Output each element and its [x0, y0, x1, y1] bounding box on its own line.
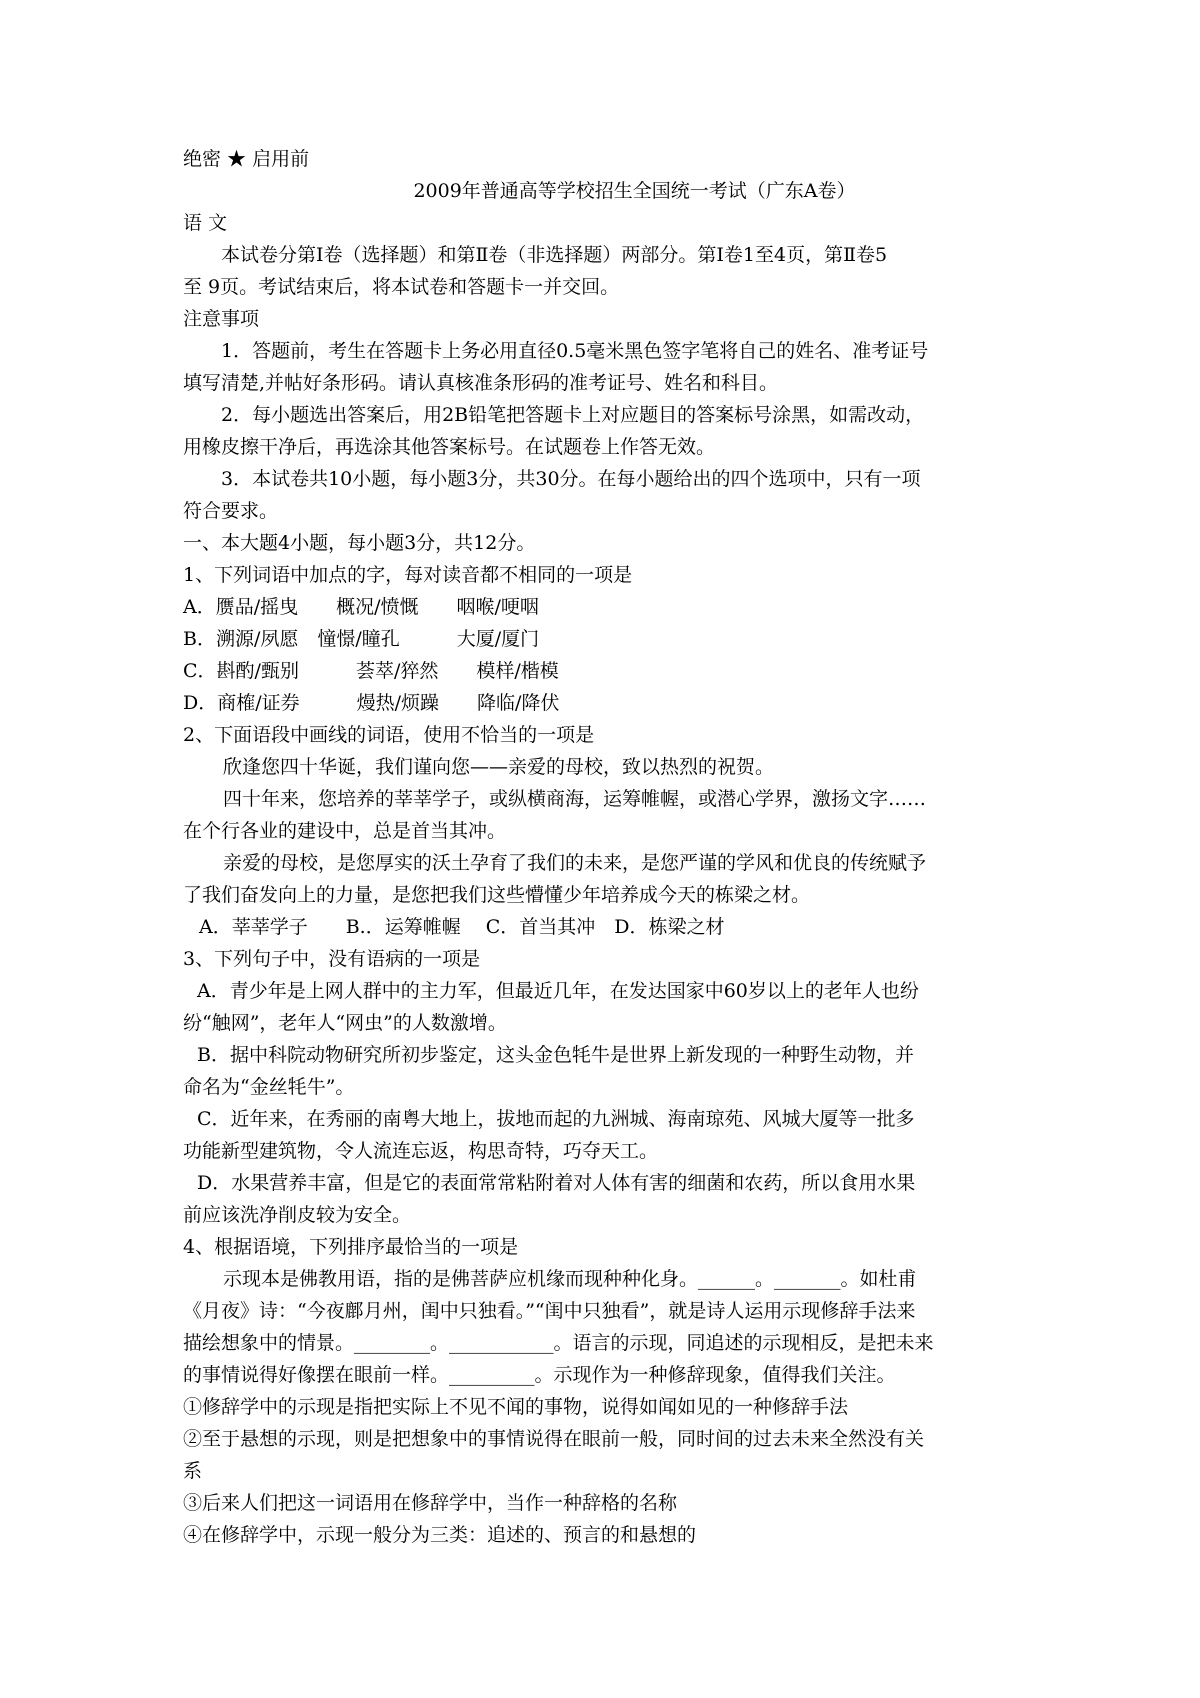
question-3-option-a-line-2: 纷“触网”，老年人“网虫”的人数激增。 — [183, 1012, 507, 1034]
notice-item-3-line-1: 3．本试卷共10小题，每小题3分，共30分。在每小题给出的四个选项中，只有一项 — [221, 468, 921, 490]
question-4-sentence-1: ①修辞学中的示现是指把实际上不见不闻的事物，说得如闻如见的一种修辞手法 — [183, 1396, 849, 1418]
document-body — [183, 143, 1026, 1551]
question-3-option-b-line-2: 命名为“金丝牦牛”。 — [183, 1076, 355, 1098]
question-3-option-c-line-1: C．近年来，在秀丽的南粤大地上，拔地而起的九洲城、海南琼苑、风城大厦等一批多 — [197, 1108, 915, 1130]
notice-heading: 注意事项 — [183, 308, 260, 330]
question-2-paragraph-1: 欣逢您四十华诞，我们谨向您——亲爱的母校，致以热烈的祝贺。 — [223, 756, 775, 778]
question-3-option-b-line-1: B．据中科院动物研究所初步鉴定，这头金色牦牛是世界上新发现的一种野生动物，并 — [197, 1044, 914, 1066]
question-3-stem: 3、下列句子中，没有语病的一项是 — [183, 948, 481, 970]
question-4-sentence-2-line-2: 系 — [183, 1460, 203, 1482]
secret-level: 绝密 ★ 启用前 — [183, 148, 310, 170]
subject-label: 语 文 — [183, 212, 228, 234]
notice-item-2-line-2: 用橡皮擦干净后，再选涂其他答案标号。在试题卷上作答无效。 — [183, 436, 716, 458]
question-4-stem: 4、根据语境，下列排序最恰当的一项是 — [183, 1236, 519, 1258]
notice-item-1-line-2: 填写清楚,并帖好条形码。请认真核准条形码的准考证号、姓名和科目。 — [183, 372, 779, 394]
question-2-options: A．莘莘学子 B.．运筹帷幄 C．首当其冲 D．栋梁之材 — [199, 916, 725, 938]
question-3-option-c-line-2: 功能新型建筑物，令人流连忘返，构思奇特，巧夺天工。 — [183, 1140, 659, 1162]
question-4-sentence-4: ④在修辞学中，示现一般分为三类：追述的、预言的和悬想的 — [183, 1524, 697, 1546]
question-2-paragraph-2-line-1: 四十年来，您培养的莘莘学子，或纵横商海，运筹帷幄，或潜心学界，激扬文字…… — [223, 788, 927, 810]
question-3-option-a-line-1: A．青少年是上网人群中的主力军，但最近几年，在发达国家中60岁以上的老年人也纷 — [197, 980, 919, 1002]
question-1-option-b: B．溯源/夙愿 憧憬/瞳孔 大厦/厦门 — [183, 628, 540, 650]
question-4-passage-line-4: 的事情说得好像摆在眼前一样。_________。示现作为一种修辞现象，值得我们关注。 — [183, 1364, 896, 1386]
intro-line-2: 至 9页。考试结束后，将本试卷和答题卡一并交回。 — [183, 276, 620, 298]
question-1-stem: 1、下列词语中加点的字，每对读音都不相同的一项是 — [183, 564, 633, 586]
question-2-paragraph-2-line-2: 在个行各业的建设中，总是首当其冲。 — [183, 820, 507, 842]
question-4-passage-line-2: 《月夜》诗：“今夜鄜月州，闺中只独看。”“闺中只独看”，就是诗人运用示现修辞手法来 — [183, 1300, 916, 1322]
notice-item-3-line-2: 符合要求。 — [183, 500, 279, 522]
notice-item-2-line-1: 2．每小题选出答案后，用2B铅笔把答题卡上对应题目的答案标号涂黑，如需改动， — [221, 404, 925, 426]
exam-title: 2009年普通高等学校招生全国统一考试（广东A卷） — [413, 180, 856, 202]
intro-line-1: 本试卷分第Ⅰ卷（选择题）和第Ⅱ卷（非选择题）两部分。第Ⅰ卷1至4页，第Ⅱ卷5 — [221, 244, 888, 266]
question-4-sentence-2-line-1: ②至于悬想的示现，则是把想象中的事情说得在眼前一般，同时间的过去未来全然没有关 — [183, 1428, 925, 1450]
question-4-passage-line-3: 描绘想象中的情景。________。___________。语言的示现，同追述的示现相反，是把未来 — [183, 1332, 934, 1354]
section-1-heading: 一、本大题4小题，每小题3分，共12分。 — [183, 532, 536, 554]
question-1-option-a: A．赝品/摇曳 概况/愤慨 咽喉/哽咽 — [183, 596, 539, 618]
question-3-option-d-line-1: D．水果营养丰富，但是它的表面常常粘附着对人体有害的细菌和农药，所以食用水果 — [197, 1172, 916, 1194]
question-2-stem: 2、下面语段中画线的词语，使用不恰当的一项是 — [183, 724, 595, 746]
question-4-passage-line-1: 示现本是佛教用语，指的是佛菩萨应机缘而现种种化身。______。_______。如杜甫 — [223, 1268, 917, 1290]
question-1-option-d: D．商榷/证券 熳热/烦躁 降临/降伏 — [183, 692, 560, 714]
question-4-sentence-3: ③后来人们把这一词语用在修辞学中，当作一种辞格的名称 — [183, 1492, 678, 1514]
question-2-paragraph-3-line-2: 了我们奋发向上的力量，是您把我们这些懵懂少年培养成今天的栋梁之材。 — [183, 884, 811, 906]
question-1-option-c: C．斟酌/甄别 荟萃/猝然 模样/楷模 — [183, 660, 559, 682]
question-3-option-d-line-2: 前应该洗净削皮较为安全。 — [183, 1204, 412, 1226]
notice-item-1-line-1: 1．答题前，考生在答题卡上务必用直径0.5毫米黑色签字笔将自己的姓名、准考证号 — [221, 340, 929, 362]
question-2-paragraph-3-line-1: 亲爱的母校，是您厚实的沃土孕育了我们的未来，是您严谨的学风和优良的传统赋予 — [223, 852, 927, 874]
